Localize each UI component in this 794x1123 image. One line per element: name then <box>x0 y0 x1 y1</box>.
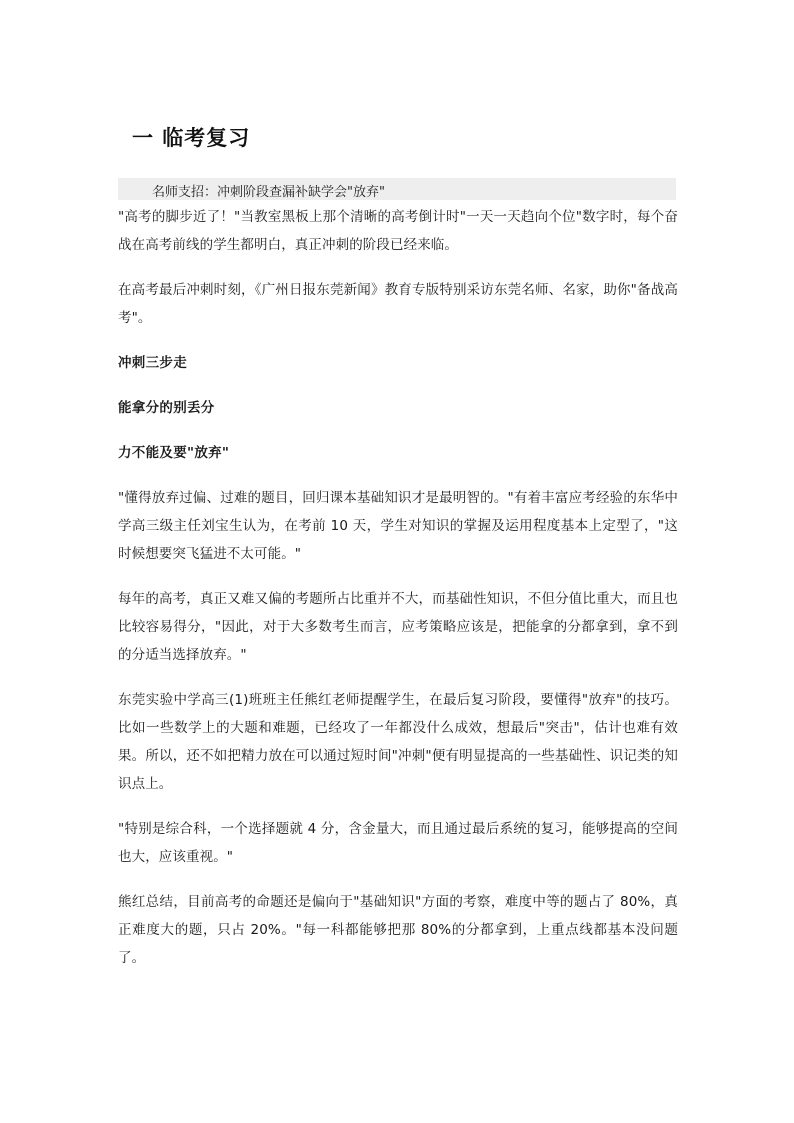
bold-heading-1: 冲刺三步走 <box>118 355 187 371</box>
banner-text: 名师支招：冲刺阶段查漏补缺学会"放弃" <box>152 185 385 200</box>
paragraph-2: 在高考最后冲刺时刻，《广州日报东莞新闻》教育专版特别采访东莞名师、名家，助你"备战高考"。 <box>118 282 678 326</box>
bold-heading-3: 力不能及要"放弃" <box>118 445 230 461</box>
paragraph-6: "特别是综合科，一个选择题就 4 分，含金量大，而且通过最后系统的复习，能够提高的空间也大，应该重视。" <box>118 821 678 865</box>
paragraph-4: 每年的高考，真正又难又偏的考题所占比重并不大，而基础性知识，不但分值比重大，而且也比较容易得分，"因此，对于大多数考生而言，应考策略应该是，把能拿的分都拿到，拿不到的分适当选择放弃。" <box>118 591 678 663</box>
bold-heading-2: 能拿分的别丢分 <box>118 400 215 416</box>
paragraph-1: "高考的脚步近了！"当教室黑板上那个清晰的高考倒计时"一天一天趋向个位"数字时，每个奋战在高考前线的学生都明白，真正冲刺的阶段已经来临。 <box>118 209 678 253</box>
article-body <box>118 203 678 989</box>
paragraph-5: 东莞实验中学高三(1)班班主任熊红老师提醒学生，在最后复习阶段，要懂得"放弃"的技巧。比如一些数学上的大题和难题，已经攻了一年都没什么成效，想最后"突击"，估计也难有效果。所以，还不如把精力放在可以通过短时间"冲刺"便有明显提高的一些基础性、识记类的知识点上。 <box>118 692 678 792</box>
paragraph-3: "懂得放弃过偏、过难的题目，回归课本基础知识才是最明智的。"有着丰富应考经验的东华中学高三级主任刘宝生认为，在考前 10 天，学生对知识的掌握及运用程度基本上定型了，"这时候想要突飞猛进不太可能。" <box>118 490 678 562</box>
section-heading: 一 临考复习 <box>132 126 251 150</box>
subtitle-banner <box>118 178 676 200</box>
paragraph-7: 熊红总结，目前高考的命题还是偏向于"基础知识"方面的考察，难度中等的题占了 80%，真正难度大的题，只占 20%。"每一科都能够把那 80%的分都拿到，上重点线都基本没问题了。 <box>118 894 678 966</box>
